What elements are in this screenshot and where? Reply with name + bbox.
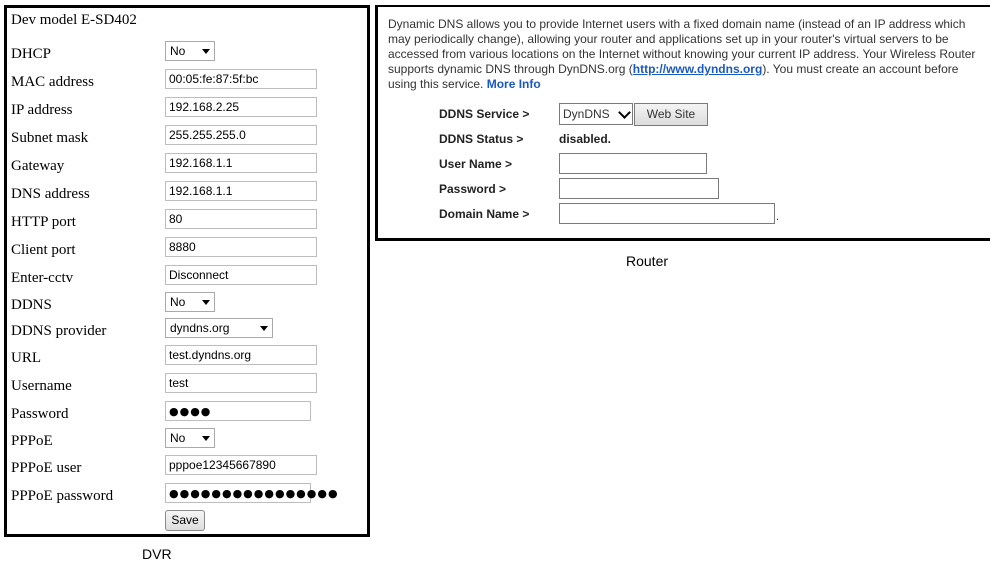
router-panel: [375, 5, 990, 241]
pppoe-user-input[interactable]: [165, 455, 317, 475]
mac-label: MAC address: [11, 74, 94, 90]
website-button[interactable]: Web Site: [634, 103, 708, 126]
pppoe-row: [7, 428, 367, 454]
chevron-down-icon: [202, 300, 210, 305]
ddns-description-tail: ). You must create an account before using this service.: [388, 62, 959, 91]
user-name-row: [378, 153, 978, 177]
ddns-select[interactable]: [165, 292, 215, 312]
domain-name-row: [378, 203, 978, 227]
more-info-link[interactable]: More Info: [486, 77, 541, 91]
dvr-panel: [4, 5, 370, 537]
ddns-status-row: [378, 128, 978, 152]
http-port-row: [7, 209, 367, 235]
url-row: [7, 345, 367, 371]
dyndns-link[interactable]: http://www.dyndns.org: [632, 62, 763, 76]
router-password-row: [378, 178, 978, 202]
gateway-label: Gateway: [11, 158, 65, 174]
dhcp-select[interactable]: [165, 41, 215, 61]
dns-input[interactable]: [165, 181, 317, 201]
dhcp-select-value: No: [170, 44, 186, 58]
enter-cctv-input[interactable]: [165, 265, 317, 285]
pppoe-label: PPPoE: [11, 433, 53, 449]
username-label: Username: [11, 378, 72, 394]
domain-name-label: Domain Name >: [439, 207, 530, 221]
router-caption: Router: [626, 253, 669, 269]
username-row: [7, 373, 367, 399]
gateway-row: [7, 153, 367, 179]
client-port-label: Client port: [11, 242, 76, 258]
ddns-provider-select-value: dyndns.org: [170, 321, 230, 335]
user-name-input[interactable]: [559, 153, 707, 174]
http-port-label: HTTP port: [11, 214, 76, 230]
password-input[interactable]: ●●●●: [165, 401, 311, 421]
ddns-description-text: Dynamic DNS allows you to provide Internet users with a fixed domain name (instead of an IP address which may periodically change), allowing your router and applications set up in your router's virtual servers to be accessed from various locations on the Internet without knowing your current IP address. Your Wireless Router supports dynamic DNS through DynDNS.org (: [388, 17, 976, 76]
domain-name-input[interactable]: [559, 203, 775, 224]
ddns-provider-label: DDNS provider: [11, 323, 107, 339]
subnet-input[interactable]: [165, 125, 317, 145]
chevron-down-icon: [202, 436, 210, 441]
mac-row: [7, 69, 367, 95]
password-label: Password: [11, 406, 69, 422]
ddns-service-select[interactable]: [559, 103, 633, 125]
user-name-label: User Name >: [439, 157, 513, 171]
client-port-input[interactable]: [165, 237, 317, 257]
password-row: [7, 401, 367, 427]
domain-suffix: .: [776, 211, 780, 223]
ddns-provider-select[interactable]: [165, 318, 273, 338]
dvr-caption: DVR: [142, 546, 172, 562]
ddns-row: [7, 292, 367, 318]
ddns-service-row: [378, 103, 978, 127]
ip-input[interactable]: [165, 97, 317, 117]
enter-cctv-label: Enter-cctv: [11, 270, 74, 286]
ddns-service-value: DynDNS: [563, 107, 610, 121]
mac-input[interactable]: [165, 69, 317, 89]
dvr-title: Dev model E-SD402: [11, 12, 137, 28]
url-label: URL: [11, 350, 41, 366]
router-password-input[interactable]: [559, 178, 719, 199]
ddns-status-value: disabled.: [559, 132, 612, 146]
save-row: [7, 510, 367, 536]
pppoe-select[interactable]: [165, 428, 215, 448]
http-port-input[interactable]: [165, 209, 317, 229]
dhcp-label: DHCP: [11, 46, 52, 62]
ddns-select-value: No: [170, 295, 186, 309]
pppoe-password-row: [7, 483, 367, 509]
ddns-label: DDNS: [11, 297, 52, 313]
ddns-description: [388, 17, 983, 92]
subnet-row: [7, 125, 367, 151]
chevron-down-icon: [202, 49, 210, 54]
dns-row: [7, 181, 367, 207]
ip-row: [7, 97, 367, 123]
ddns-provider-row: [7, 318, 367, 344]
chevron-down-icon: [260, 326, 268, 331]
pppoe-select-value: No: [170, 431, 186, 445]
pppoe-password-input[interactable]: ●●●●●●●●●●●●●●●●: [165, 483, 311, 503]
pppoe-password-label: PPPoE password: [11, 488, 114, 504]
ddns-status-label: DDNS Status >: [439, 132, 524, 146]
dns-label: DNS address: [11, 186, 90, 202]
pppoe-user-row: [7, 455, 367, 481]
ip-label: IP address: [11, 102, 73, 118]
chevron-down-icon: [618, 106, 631, 119]
pppoe-user-label: PPPoE user: [11, 460, 82, 476]
enter-cctv-row: [7, 265, 367, 291]
router-password-label: Password >: [439, 182, 507, 196]
save-button[interactable]: Save: [165, 510, 205, 531]
dhcp-row: [7, 41, 367, 67]
gateway-input[interactable]: [165, 153, 317, 173]
url-input[interactable]: [165, 345, 317, 365]
username-input[interactable]: [165, 373, 317, 393]
subnet-label: Subnet mask: [11, 130, 89, 146]
client-port-row: [7, 237, 367, 263]
ddns-service-label: DDNS Service >: [439, 107, 530, 121]
